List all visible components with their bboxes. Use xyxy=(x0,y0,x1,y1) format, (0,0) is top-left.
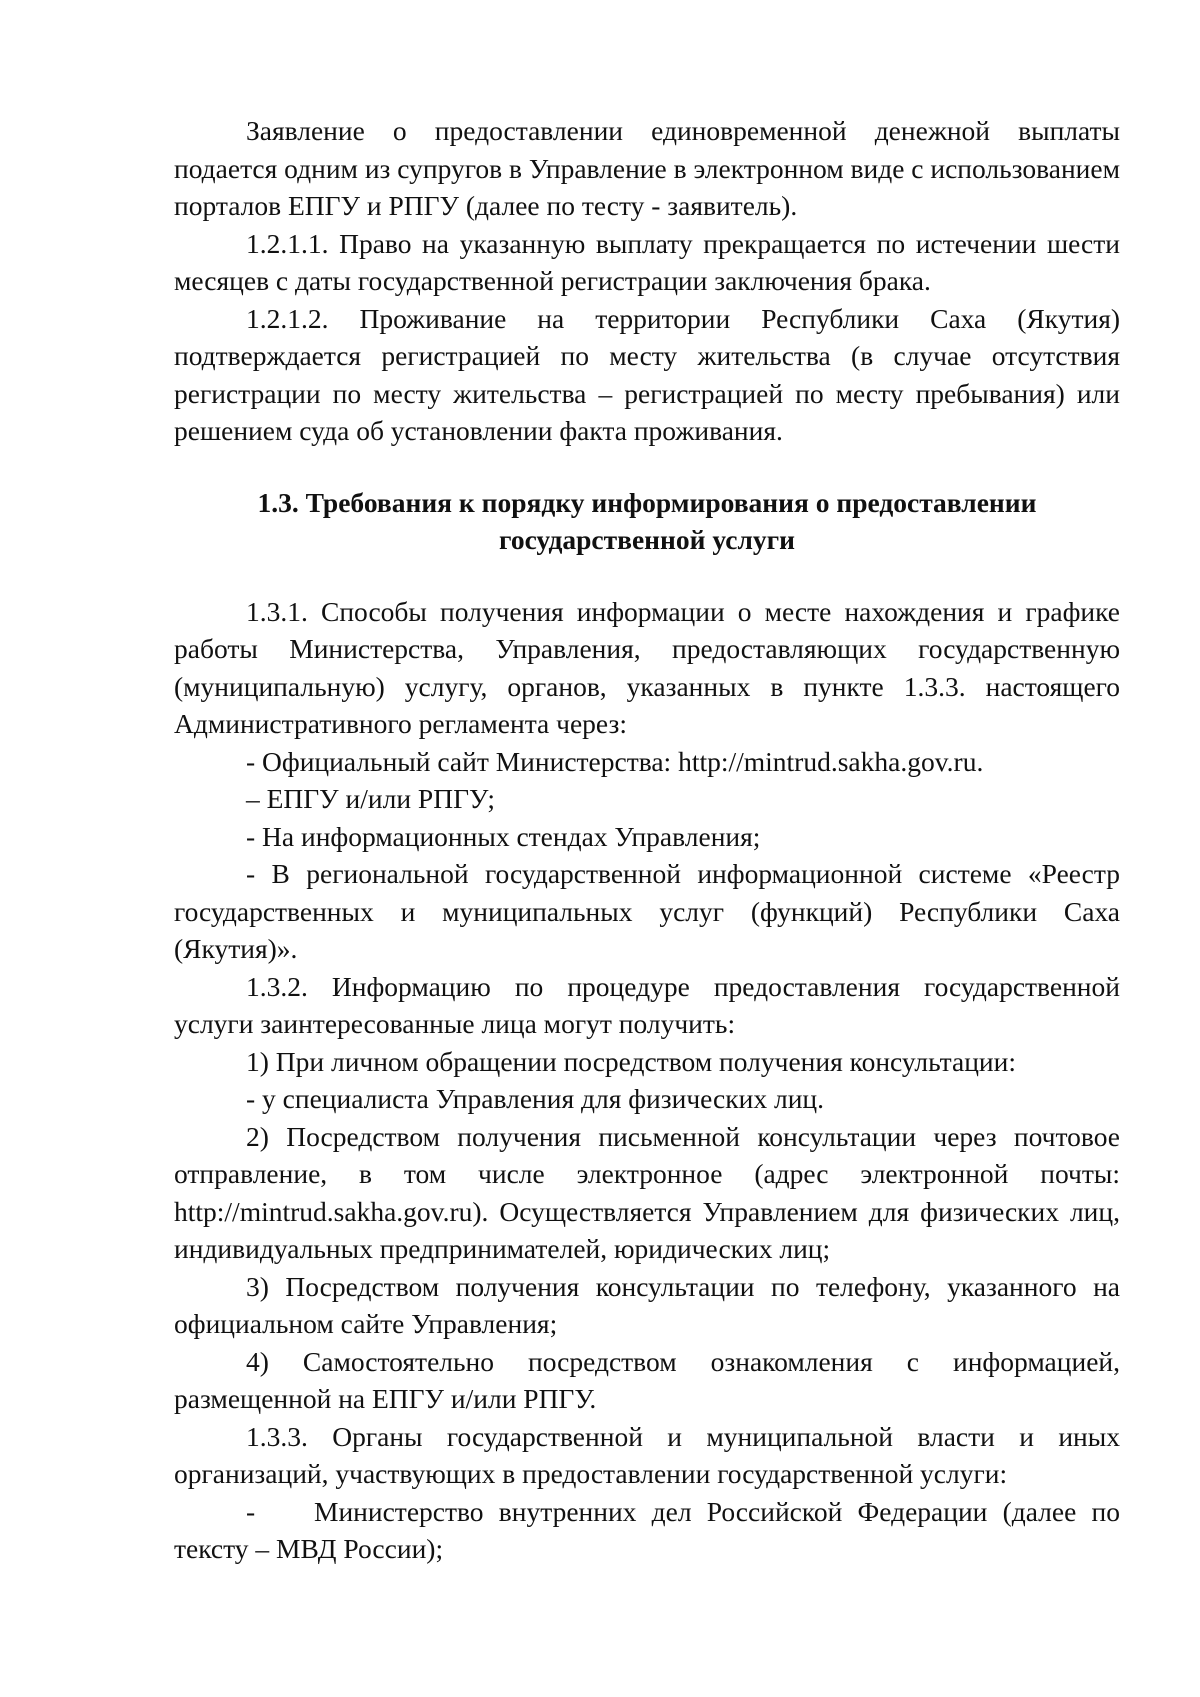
list-item-text: Министерство внутренних дел Российской Федерации (далее по тексту – МВД России); xyxy=(174,1495,1120,1564)
document-page xyxy=(174,112,1120,1568)
list-item: 3) Посредством получения консультации по телефону, указанного на официальном сайте Управления; xyxy=(174,1270,1120,1339)
list-item-last xyxy=(174,1493,1120,1568)
list-item: - На информационных стендах Управления; xyxy=(246,820,761,852)
list-item: – ЕПГУ и/или РПГУ; xyxy=(246,783,496,814)
list-dash: - xyxy=(246,1495,256,1527)
paragraph: 1.2.1.1. Право на указанную выплату прекращается по истечении шести месяцев с даты государственной регистрации заключения брака. xyxy=(174,227,1120,296)
list-item: - Официальный сайт Министерства: http://mintrud.sakha.gov.ru. xyxy=(246,745,984,777)
section-heading: 1.3. Требования к порядку информирования о предоставлении государственной услуги xyxy=(257,486,1037,555)
list-item: - у специалиста Управления для физических лиц. xyxy=(246,1083,824,1114)
list-item: 1) При личном обращении посредством получения консультации: xyxy=(246,1045,1016,1077)
list-item: 4) Самостоятельно посредством ознакомления с информацией, размещенной на ЕПГУ и/или РПГУ. xyxy=(174,1345,1120,1414)
paragraph: 1.2.1.2. Проживание на территории Республики Саха (Якутия) подтверждается регистрацией по месту жительства (в случае отсутствия регистрации по месту жительства – регистрацией по месту пребывания) или решением суда об установлении факта проживания. xyxy=(174,302,1120,446)
paragraph: Заявление о предоставлении единовременной денежной выплаты подается одним из супругов в Управление в электронном виде с использованием порталов ЕПГУ и РПГУ (далее по тесту - заявитель). xyxy=(174,115,1120,221)
paragraph: 1.3.2. Информацию по процедуре предоставления государственной услуги заинтересованные лица могут получить: xyxy=(174,970,1120,1039)
paragraph: 1.3.1. Способы получения информации о месте нахождения и графике работы Министерства, Управления, предоставляющих государственную (муниципальную) услугу, органов, указанных в пункте 1.3.3. настоящего Административного регламента через: xyxy=(174,595,1120,739)
paragraph: 1.3.3. Органы государственной и муниципальной власти и иных организаций, участвующих в предоставлении государственной услуги: xyxy=(174,1420,1120,1489)
list-item: 2) Посредством получения письменной консультации через почтовое отправление, в том числе электронное (адрес электронной почты: http://mintrud.sakha.gov.ru). Осуществляется Управлением для физических лиц, индивидуальных предпринимателей, юридических лиц; xyxy=(174,1120,1120,1264)
list-item: - В региональной государственной информационной системе «Реестр государственных и муниципальных услуг (функций) Республики Саха (Якутия)». xyxy=(174,858,1120,964)
